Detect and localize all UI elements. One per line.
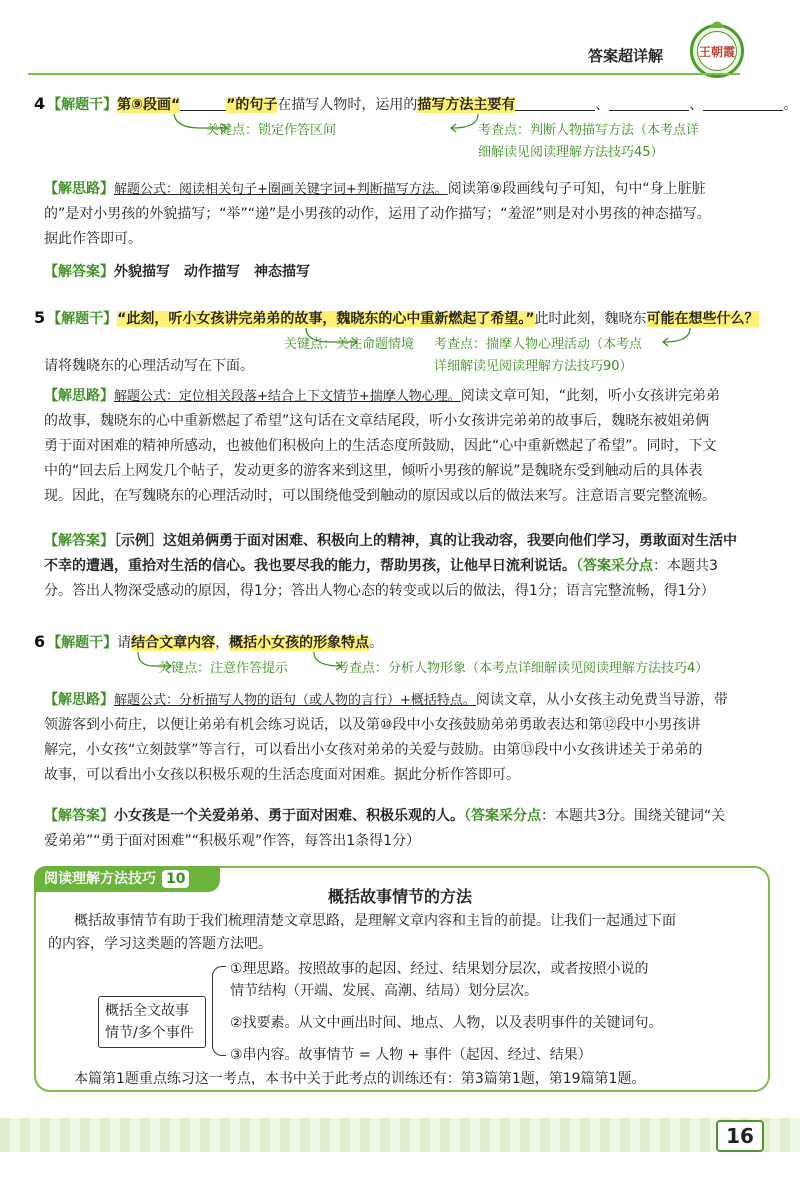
footer-band xyxy=(0,1118,800,1152)
q5-answer: 【解答案】［示例］这姐弟俩勇于面对困难、积极向上的精神，真的让我动容，我要向他们学习，勇敢面对生活中 不幸的遭遇，重拾对生活的信心。我也要尽我的能力，帮助男孩，让他早日流利说话。（答案采分点：本题共3 分。答出人物深受感动的原因，得1分；答出人物心态的转变或以后的做法，得1分；语言完整流畅，得1分） xyxy=(44,533,737,599)
method-tips-number: 10 xyxy=(162,870,189,888)
method-step-1-line1: ①理思路。按照故事的起因、经过、结果划分层次，或者按照小说的 xyxy=(230,961,649,977)
q4-note-exam-1: 考查点：判断人物描写方法（本考点详 xyxy=(478,123,700,138)
method-step-3: ③串内容。故事情节 = 人物 + 事件（起因、经过、结果） xyxy=(230,1047,592,1063)
method-category-box: 概括全文故事 情节/多个事件 xyxy=(98,996,206,1048)
page-number: 16 xyxy=(716,1120,764,1152)
q6-thinking: 【解思路】解题公式：分析描写人物的语句（或人物的言行）+概括特点。阅读文章，从小女孩主动免费当导游，带 领游客到小荷庄，以便让弟弟有机会练习说话，以及第⑩段中小女孩鼓励弟弟勇敢表达和第⑫段中小男孩讲 解完，小女孩“立刻鼓掌”等言行，可以看出小女孩对弟弟的关爱与鼓励。由第⑬段中小女孩讲述关于弟弟的 故事，可以看出小女孩以积极乐观的生活态度面对困难。据此分析作答即可。 xyxy=(44,692,728,783)
method-step-2: ②找要素。从文中画出时间、地点、人物，以及表明事件的关键词句。 xyxy=(230,1015,663,1031)
q6-note-exam: 考查点：分析人物形象（本考点详细解读见阅读理解方法技巧4） xyxy=(336,661,709,676)
q4-note-key: 关键点：锁定作答区间 xyxy=(206,123,337,138)
method-intro-1: 概括故事情节有助于我们梳理清楚文章思路，是理解文章内容和主旨的前提。让我们一起通过下面 xyxy=(74,913,676,929)
q4-note-exam-2: 细解读见阅读理解方法技巧45） xyxy=(478,145,664,160)
q5-note-exam-2: 详细解读见阅读理解方法技巧90） xyxy=(434,359,633,374)
q4-answer: 【解答案】外貌描写 动作描写 神态描写 xyxy=(44,264,310,280)
q6-stem: 6 【解题干】请结合文章内容，概括小女孩的形象特点。 xyxy=(34,632,384,651)
method-tips-tab: 阅读理解方法技巧 10 xyxy=(34,866,220,892)
method-title: 概括故事情节的方法 xyxy=(327,887,472,906)
q5-note-exam-1: 考查点：揣摩人物心理活动（本考点 xyxy=(434,337,643,352)
q6-answer: 【解答案】小女孩是一个关爱弟弟、勇于面对困难、积极乐观的人。（答案采分点：本题共3分。围绕关键词“关 爱弟弟”“勇于面对困难”“积极乐观”作答，每答出1条得1分） xyxy=(44,808,726,849)
q5-stem: 5 【解题干】“此刻，听小女孩讲完弟弟的故事，魏晓东的心中重新燃起了希望。”此时此刻，魏晓东可能在想些什么？ xyxy=(34,308,759,327)
method-intro-2: 的内容，学习这类题的答题方法吧。 xyxy=(48,936,272,952)
header-divider xyxy=(28,73,740,75)
publisher-logo xyxy=(690,24,744,78)
q5-note-key: 关键点：关注命题情境 xyxy=(284,337,415,352)
method-brace xyxy=(212,966,226,1056)
running-header-title: 答案超详解 xyxy=(588,47,664,65)
q4-thinking: 【解思路】解题公式：阅读相关句子+圈画关键字词+判断描写方法。阅读第⑨段画线句子可知，句中“身上脏脏 的”是对小男孩的外貌描写；“举”“递”是小男孩的动作，运用了动作描写；“羞涩”则是对小男孩的神态描写。 据此作答即可。 xyxy=(44,181,711,247)
q5-exam-arrow xyxy=(660,326,700,350)
q4-stem: 4 【解题干】第⑨段画“ ”的句子在描写人物时，运用的描写方法主要有 、 、 。 xyxy=(34,94,798,113)
method-step-1-line2: 情节结构（开端、发展、高潮、结局）划分层次。 xyxy=(230,983,538,999)
leaf-icon xyxy=(707,17,727,29)
q6-note-key: 关键点：注意作答提示 xyxy=(158,661,289,676)
logo-text: 王朝霞 xyxy=(697,31,737,71)
q5-thinking: 【解思路】解题公式：定位相关段落+结合上下文情节+揣摩人物心理。阅读文章可知，“此刻，听小女孩讲完弟弟 的故事，魏晓东的心中重新燃起了希望”这句话在文章结尾段，听小女孩讲完弟弟的故事后，魏晓东被姐弟俩 勇于面对困难的精神所感动，也被他们积极向上的生活态度所鼓励，因此“心中重新燃起了希望”。同时，下文 中的“回去后上网发几个帖子，发动更多的游客来到这里，倾听小男孩的解说”是魏晓东受到触动后的具体表 现。因此，在写魏晓东的心理活动时，可以围绕他受到触动的原因或以后的做法来写。注意语言要完整流畅。 xyxy=(44,388,721,504)
q5-stem-line2: 请将魏晓东的心理活动写在下面。 xyxy=(44,358,254,374)
method-footer-note: 本篇第1题重点练习这一考点，本书中关于此考点的训练还有：第3篇第1题，第19篇第1题。 xyxy=(74,1071,646,1087)
